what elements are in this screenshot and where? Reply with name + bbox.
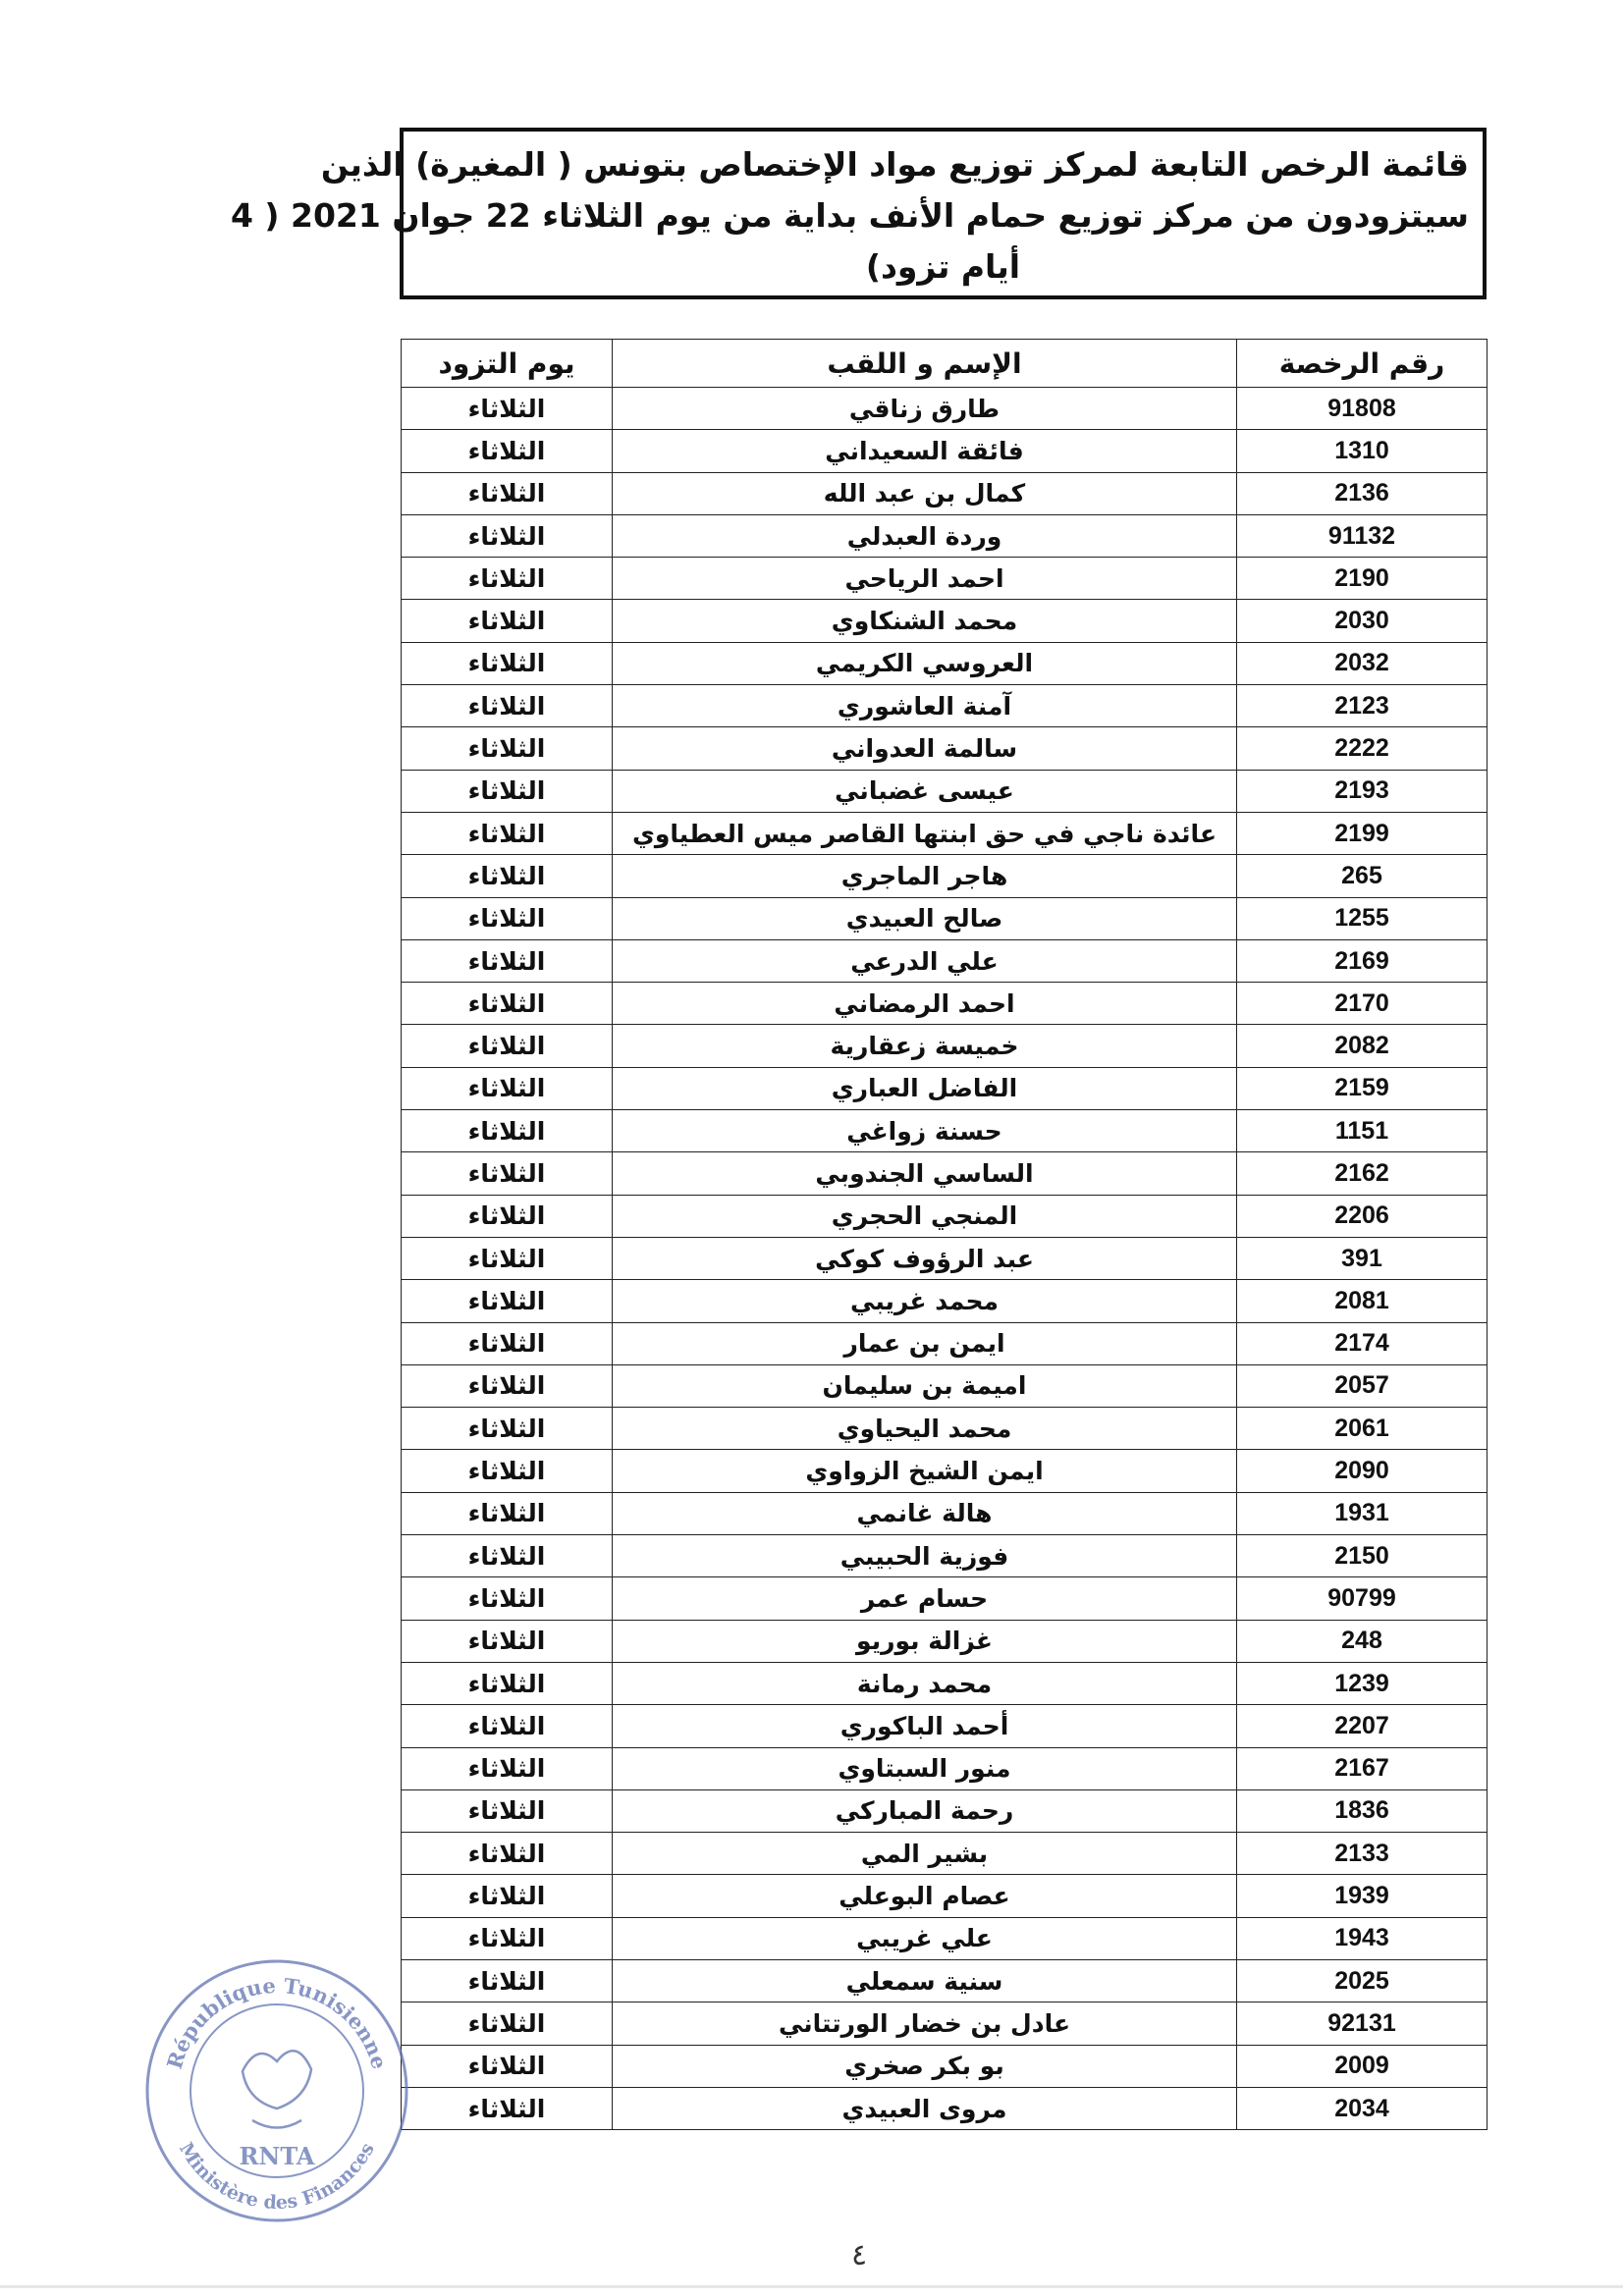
supply-day-cell: الثلاثاء: [402, 727, 613, 770]
licenses-table: [401, 339, 1488, 2130]
full-name-cell: وردة العبدلي: [613, 514, 1237, 557]
license-number-cell: 2009: [1237, 2045, 1488, 2087]
license-number-cell: 2207: [1237, 1705, 1488, 1747]
license-number-cell: 2162: [1237, 1152, 1488, 1195]
table-row: [402, 1322, 1488, 1364]
license-number-cell: 2193: [1237, 770, 1488, 812]
supply-day-cell: الثلاثاء: [402, 1620, 613, 1662]
table-row: [402, 1789, 1488, 1832]
full-name-cell: عبد الرؤوف كوكي: [613, 1237, 1237, 1279]
document-title-box: [230, 128, 1487, 299]
full-name-cell: احمد الرمضاني: [613, 983, 1237, 1025]
table-row: [402, 430, 1488, 472]
license-number-cell: 2123: [1237, 685, 1488, 727]
full-name-cell: علي غريبي: [613, 1917, 1237, 1959]
license-number-cell: 1239: [1237, 1662, 1488, 1704]
stamp-top-text: République Tunisienne: [161, 1972, 393, 2072]
supply-day-cell: الثلاثاء: [402, 1492, 613, 1534]
license-number-cell: 92131: [1237, 2002, 1488, 2045]
license-number-cell: 2199: [1237, 812, 1488, 854]
table-row: [402, 1280, 1488, 1322]
full-name-cell: حسام عمر: [613, 1577, 1237, 1620]
license-number-cell: 1939: [1237, 1875, 1488, 1917]
table-row: [402, 939, 1488, 982]
full-name-cell: محمد غريبي: [613, 1280, 1237, 1322]
stamp-bottom-text: Ministère des Finances: [174, 2138, 379, 2215]
table-row: [402, 855, 1488, 897]
license-number-cell: 2025: [1237, 1959, 1488, 2002]
table-header-row: [402, 340, 1488, 388]
table-row: [402, 388, 1488, 430]
supply-day-cell: الثلاثاء: [402, 1705, 613, 1747]
full-name-cell: سالمة العدواني: [613, 727, 1237, 770]
table-row: [402, 642, 1488, 684]
license-number-cell: 1931: [1237, 1492, 1488, 1534]
license-number-cell: 1310: [1237, 430, 1488, 472]
license-number-cell: 391: [1237, 1237, 1488, 1279]
full-name-cell: الساسي الجندوبي: [613, 1152, 1237, 1195]
table-row: [402, 812, 1488, 854]
supply-day-cell: الثلاثاء: [402, 1450, 613, 1492]
license-number-cell: 2032: [1237, 642, 1488, 684]
table-row: [402, 1747, 1488, 1789]
supply-day-cell: الثلاثاء: [402, 642, 613, 684]
table-row: [402, 2087, 1488, 2129]
supply-day-cell: الثلاثاء: [402, 1789, 613, 1832]
full-name-cell: طارق زناقي: [613, 388, 1237, 430]
full-name-cell: أحمد الباكوري: [613, 1705, 1237, 1747]
license-number-cell: 265: [1237, 855, 1488, 897]
table-row: [402, 1535, 1488, 1577]
supply-day-cell: الثلاثاء: [402, 1875, 613, 1917]
supply-day-cell: الثلاثاء: [402, 770, 613, 812]
full-name-cell: بو بكر صخري: [613, 2045, 1237, 2087]
supply-day-cell: الثلاثاء: [402, 600, 613, 642]
table-row: [402, 1620, 1488, 1662]
license-number-cell: 1943: [1237, 1917, 1488, 1959]
full-name-cell: سنية سمعلي: [613, 1959, 1237, 2002]
license-number-cell: 2030: [1237, 600, 1488, 642]
column-header-supply-day: يوم التزود: [402, 340, 613, 388]
supply-day-cell: الثلاثاء: [402, 1535, 613, 1577]
full-name-cell: عائدة ناجي في حق ابنتها القاصر ميس العطياوي: [613, 812, 1237, 854]
license-number-cell: 2167: [1237, 1747, 1488, 1789]
supply-day-cell: الثلاثاء: [402, 1237, 613, 1279]
full-name-cell: بشير المي: [613, 1833, 1237, 1875]
supply-day-cell: الثلاثاء: [402, 430, 613, 472]
table-row: [402, 1662, 1488, 1704]
table-row: [402, 1705, 1488, 1747]
full-name-cell: محمد اليحياوي: [613, 1408, 1237, 1450]
table-row: [402, 897, 1488, 939]
table-row: [402, 2002, 1488, 2045]
supply-day-cell: الثلاثاء: [402, 1280, 613, 1322]
license-number-cell: 2222: [1237, 727, 1488, 770]
supply-day-cell: الثلاثاء: [402, 1067, 613, 1109]
table-row: [402, 514, 1488, 557]
table-row: [402, 2045, 1488, 2087]
supply-day-cell: الثلاثاء: [402, 983, 613, 1025]
full-name-cell: خميسة زعقارية: [613, 1025, 1237, 1067]
supply-day-cell: الثلاثاء: [402, 472, 613, 514]
license-number-cell: 2150: [1237, 1535, 1488, 1577]
license-number-cell: 2081: [1237, 1280, 1488, 1322]
license-number-cell: 2170: [1237, 983, 1488, 1025]
license-number-cell: 1836: [1237, 1789, 1488, 1832]
full-name-cell: هالة غانمي: [613, 1492, 1237, 1534]
table-row: [402, 1577, 1488, 1620]
supply-day-cell: الثلاثاء: [402, 1833, 613, 1875]
full-name-cell: عادل بن خضار الورتتاني: [613, 2002, 1237, 2045]
table-row: [402, 472, 1488, 514]
table-row: [402, 983, 1488, 1025]
supply-day-cell: الثلاثاء: [402, 1747, 613, 1789]
table-row: [402, 1237, 1488, 1279]
full-name-cell: ايمن بن عمار: [613, 1322, 1237, 1364]
stamp-outer-ring: [147, 1961, 406, 2220]
full-name-cell: منور السبتاوي: [613, 1747, 1237, 1789]
license-number-cell: 2169: [1237, 939, 1488, 982]
supply-day-cell: الثلاثاء: [402, 2045, 613, 2087]
table-row: [402, 1152, 1488, 1195]
table-row: [402, 1110, 1488, 1152]
full-name-cell: ايمن الشيخ الزواوي: [613, 1450, 1237, 1492]
full-name-cell: فوزية الحبيبي: [613, 1535, 1237, 1577]
supply-day-cell: الثلاثاء: [402, 2087, 613, 2129]
official-stamp: [139, 1953, 414, 2228]
table-row: [402, 1959, 1488, 2002]
stamp-center-text: RNTA: [239, 2142, 315, 2170]
table-row: [402, 685, 1488, 727]
full-name-cell: آمنة العاشوري: [613, 685, 1237, 727]
full-name-cell: اميمة بن سليمان: [613, 1364, 1237, 1407]
license-number-cell: 2061: [1237, 1408, 1488, 1450]
full-name-cell: محمد رمانة: [613, 1662, 1237, 1704]
supply-day-cell: الثلاثاء: [402, 1959, 613, 2002]
license-number-cell: 90799: [1237, 1577, 1488, 1620]
full-name-cell: صالح العبيدي: [613, 897, 1237, 939]
license-number-cell: 2136: [1237, 472, 1488, 514]
license-number-cell: 2190: [1237, 558, 1488, 600]
full-name-cell: العروسي الكريمي: [613, 642, 1237, 684]
full-name-cell: مروى العبيدي: [613, 2087, 1237, 2129]
supply-day-cell: الثلاثاء: [402, 388, 613, 430]
table-row: [402, 1025, 1488, 1067]
license-number-cell: 91132: [1237, 514, 1488, 557]
license-number-cell: 2090: [1237, 1450, 1488, 1492]
page-number: ٤: [851, 2238, 868, 2272]
table-row: [402, 558, 1488, 600]
supply-day-cell: الثلاثاء: [402, 1364, 613, 1407]
table-row: [402, 600, 1488, 642]
license-number-cell: 2082: [1237, 1025, 1488, 1067]
stamp-emblem: [243, 2051, 311, 2109]
license-number-cell: 248: [1237, 1620, 1488, 1662]
supply-day-cell: الثلاثاء: [402, 1110, 613, 1152]
supply-day-cell: الثلاثاء: [402, 1917, 613, 1959]
full-name-cell: رحمة المباركي: [613, 1789, 1237, 1832]
table-row: [402, 1917, 1488, 1959]
column-header-full-name: الإسم و اللقب: [613, 340, 1237, 388]
table-row: [402, 1875, 1488, 1917]
full-name-cell: عيسى غضباني: [613, 770, 1237, 812]
full-name-cell: المنجي الحجري: [613, 1195, 1237, 1237]
license-number-cell: 2206: [1237, 1195, 1488, 1237]
full-name-cell: علي الدرعي: [613, 939, 1237, 982]
table-row: [402, 1833, 1488, 1875]
table-row: [402, 1450, 1488, 1492]
table-row: [402, 1408, 1488, 1450]
table-row: [402, 1492, 1488, 1534]
full-name-cell: غزالة بوريو: [613, 1620, 1237, 1662]
license-number-cell: 2159: [1237, 1067, 1488, 1109]
license-number-cell: 1255: [1237, 897, 1488, 939]
full-name-cell: الفاضل العباري: [613, 1067, 1237, 1109]
title-line-3: أيام تزود): [865, 247, 1021, 286]
license-number-cell: 2034: [1237, 2087, 1488, 2129]
supply-day-cell: الثلاثاء: [402, 1152, 613, 1195]
table-row: [402, 770, 1488, 812]
page-bottom-rule: [0, 2285, 1623, 2288]
supply-day-cell: الثلاثاء: [402, 558, 613, 600]
full-name-cell: فائقة السعيداني: [613, 430, 1237, 472]
table-row: [402, 1364, 1488, 1407]
table-row: [402, 727, 1488, 770]
license-number-cell: 91808: [1237, 388, 1488, 430]
full-name-cell: كمال بن عبد الله: [613, 472, 1237, 514]
supply-day-cell: الثلاثاء: [402, 897, 613, 939]
supply-day-cell: الثلاثاء: [402, 1322, 613, 1364]
title-line-2: سيتزودون من مركز توزيع حمام الأنف بداية من يوم الثلاثاء 22 جوان 2021 ( 4: [230, 196, 1469, 235]
license-number-cell: 1151: [1237, 1110, 1488, 1152]
supply-day-cell: الثلاثاء: [402, 1662, 613, 1704]
supply-day-cell: الثلاثاء: [402, 939, 613, 982]
supply-day-cell: الثلاثاء: [402, 812, 613, 854]
supply-day-cell: الثلاثاء: [402, 855, 613, 897]
supply-day-cell: الثلاثاء: [402, 2002, 613, 2045]
table-body: [402, 388, 1488, 2130]
full-name-cell: هاجر الماجري: [613, 855, 1237, 897]
supply-day-cell: الثلاثاء: [402, 685, 613, 727]
supply-day-cell: الثلاثاء: [402, 1408, 613, 1450]
column-header-license-number: رقم الرخصة: [1237, 340, 1488, 388]
license-number-cell: 2057: [1237, 1364, 1488, 1407]
table-row: [402, 1067, 1488, 1109]
license-number-cell: 2174: [1237, 1322, 1488, 1364]
supply-day-cell: الثلاثاء: [402, 1195, 613, 1237]
full-name-cell: محمد الشنكاوي: [613, 600, 1237, 642]
table-row: [402, 1195, 1488, 1237]
supply-day-cell: الثلاثاء: [402, 1025, 613, 1067]
supply-day-cell: الثلاثاء: [402, 1577, 613, 1620]
full-name-cell: حسنة زواغي: [613, 1110, 1237, 1152]
full-name-cell: احمد الرياحي: [613, 558, 1237, 600]
license-number-cell: 2133: [1237, 1833, 1488, 1875]
supply-day-cell: الثلاثاء: [402, 514, 613, 557]
title-line-1: قائمة الرخص التابعة لمركز توزيع مواد الإختصاص بتونس ( المغيرة) الذين: [320, 145, 1469, 184]
full-name-cell: عصام البوعلي: [613, 1875, 1237, 1917]
